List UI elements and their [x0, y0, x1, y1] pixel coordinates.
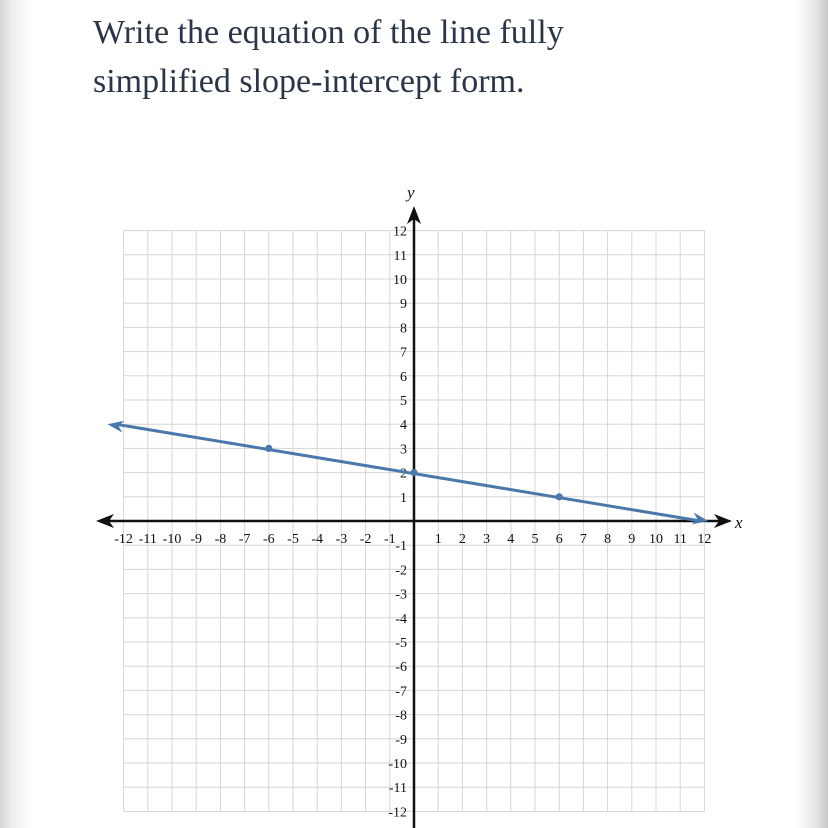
line-point — [265, 445, 272, 452]
axes — [96, 183, 743, 828]
y-tick-label: 4 — [400, 418, 407, 434]
x-axis-label: x — [735, 513, 743, 532]
x-tick-label: 8 — [604, 532, 612, 547]
x-tick-label: 9 — [628, 532, 636, 547]
y-tick-label: 12 — [393, 224, 407, 240]
y-tick-label: 2 — [400, 466, 407, 482]
x-tick-label: -7 — [238, 532, 251, 547]
x-tick-label: 7 — [579, 532, 587, 547]
y-tick-label: -4 — [395, 611, 407, 627]
y-tick-label: -11 — [388, 781, 407, 797]
question-line-1: Write the equation of the line fully — [93, 14, 564, 51]
x-tick-label: -5 — [287, 532, 299, 547]
y-tick-label: 5 — [400, 394, 407, 409]
x-tick-label: 6 — [555, 532, 563, 547]
x-tick-label: 4 — [507, 532, 515, 547]
y-tick-label: 1 — [400, 490, 407, 506]
x-tick-label: -11 — [138, 532, 157, 547]
x-tick-label: 5 — [531, 532, 539, 547]
y-tick-label: -5 — [395, 636, 407, 651]
y-axis-label: y — [407, 183, 415, 202]
x-tick-label: 2 — [458, 532, 466, 547]
y-tick-label: -8 — [395, 708, 407, 724]
x-tick-label: -8 — [214, 532, 227, 547]
x-tick-label: -3 — [335, 532, 348, 547]
x-tick-label: -12 — [114, 532, 133, 547]
x-tick-label: -10 — [162, 532, 182, 547]
y-tick-label: -10 — [388, 757, 407, 772]
x-tick-label: -1 — [383, 532, 396, 547]
x-tick-label: -6 — [262, 532, 275, 547]
y-tick-label: 9 — [400, 297, 407, 313]
y-tick-label: -7 — [395, 684, 407, 700]
y-tick-label: -12 — [388, 805, 407, 821]
x-tick-label: 10 — [649, 532, 663, 547]
x-tick-label: 3 — [483, 532, 491, 547]
x-tick-label: 12 — [697, 532, 712, 547]
y-tick-label: 10 — [393, 273, 407, 288]
y-tick-label: 3 — [400, 442, 407, 458]
x-tick-label: 1 — [434, 532, 442, 547]
x-tick-label: -4 — [311, 532, 324, 547]
x-tick-label: -2 — [359, 532, 372, 547]
y-tick-label: 8 — [400, 321, 407, 337]
question-line-2: simplified slope-intercept form. — [93, 63, 525, 100]
line-point — [556, 493, 563, 500]
y-tick-label: -3 — [395, 587, 407, 603]
y-tick-label: -9 — [395, 732, 407, 748]
x-tick-label: 11 — [673, 532, 687, 547]
y-tick-label: 11 — [393, 248, 407, 264]
y-tick-label: -2 — [395, 563, 407, 579]
y-tick-label: 7 — [400, 345, 407, 361]
y-tick-label: -6 — [395, 660, 407, 676]
y-tick-label: -1 — [395, 539, 407, 555]
x-tick-label: -9 — [190, 532, 203, 547]
line-point — [410, 469, 417, 476]
y-tick-label: 6 — [400, 369, 407, 385]
